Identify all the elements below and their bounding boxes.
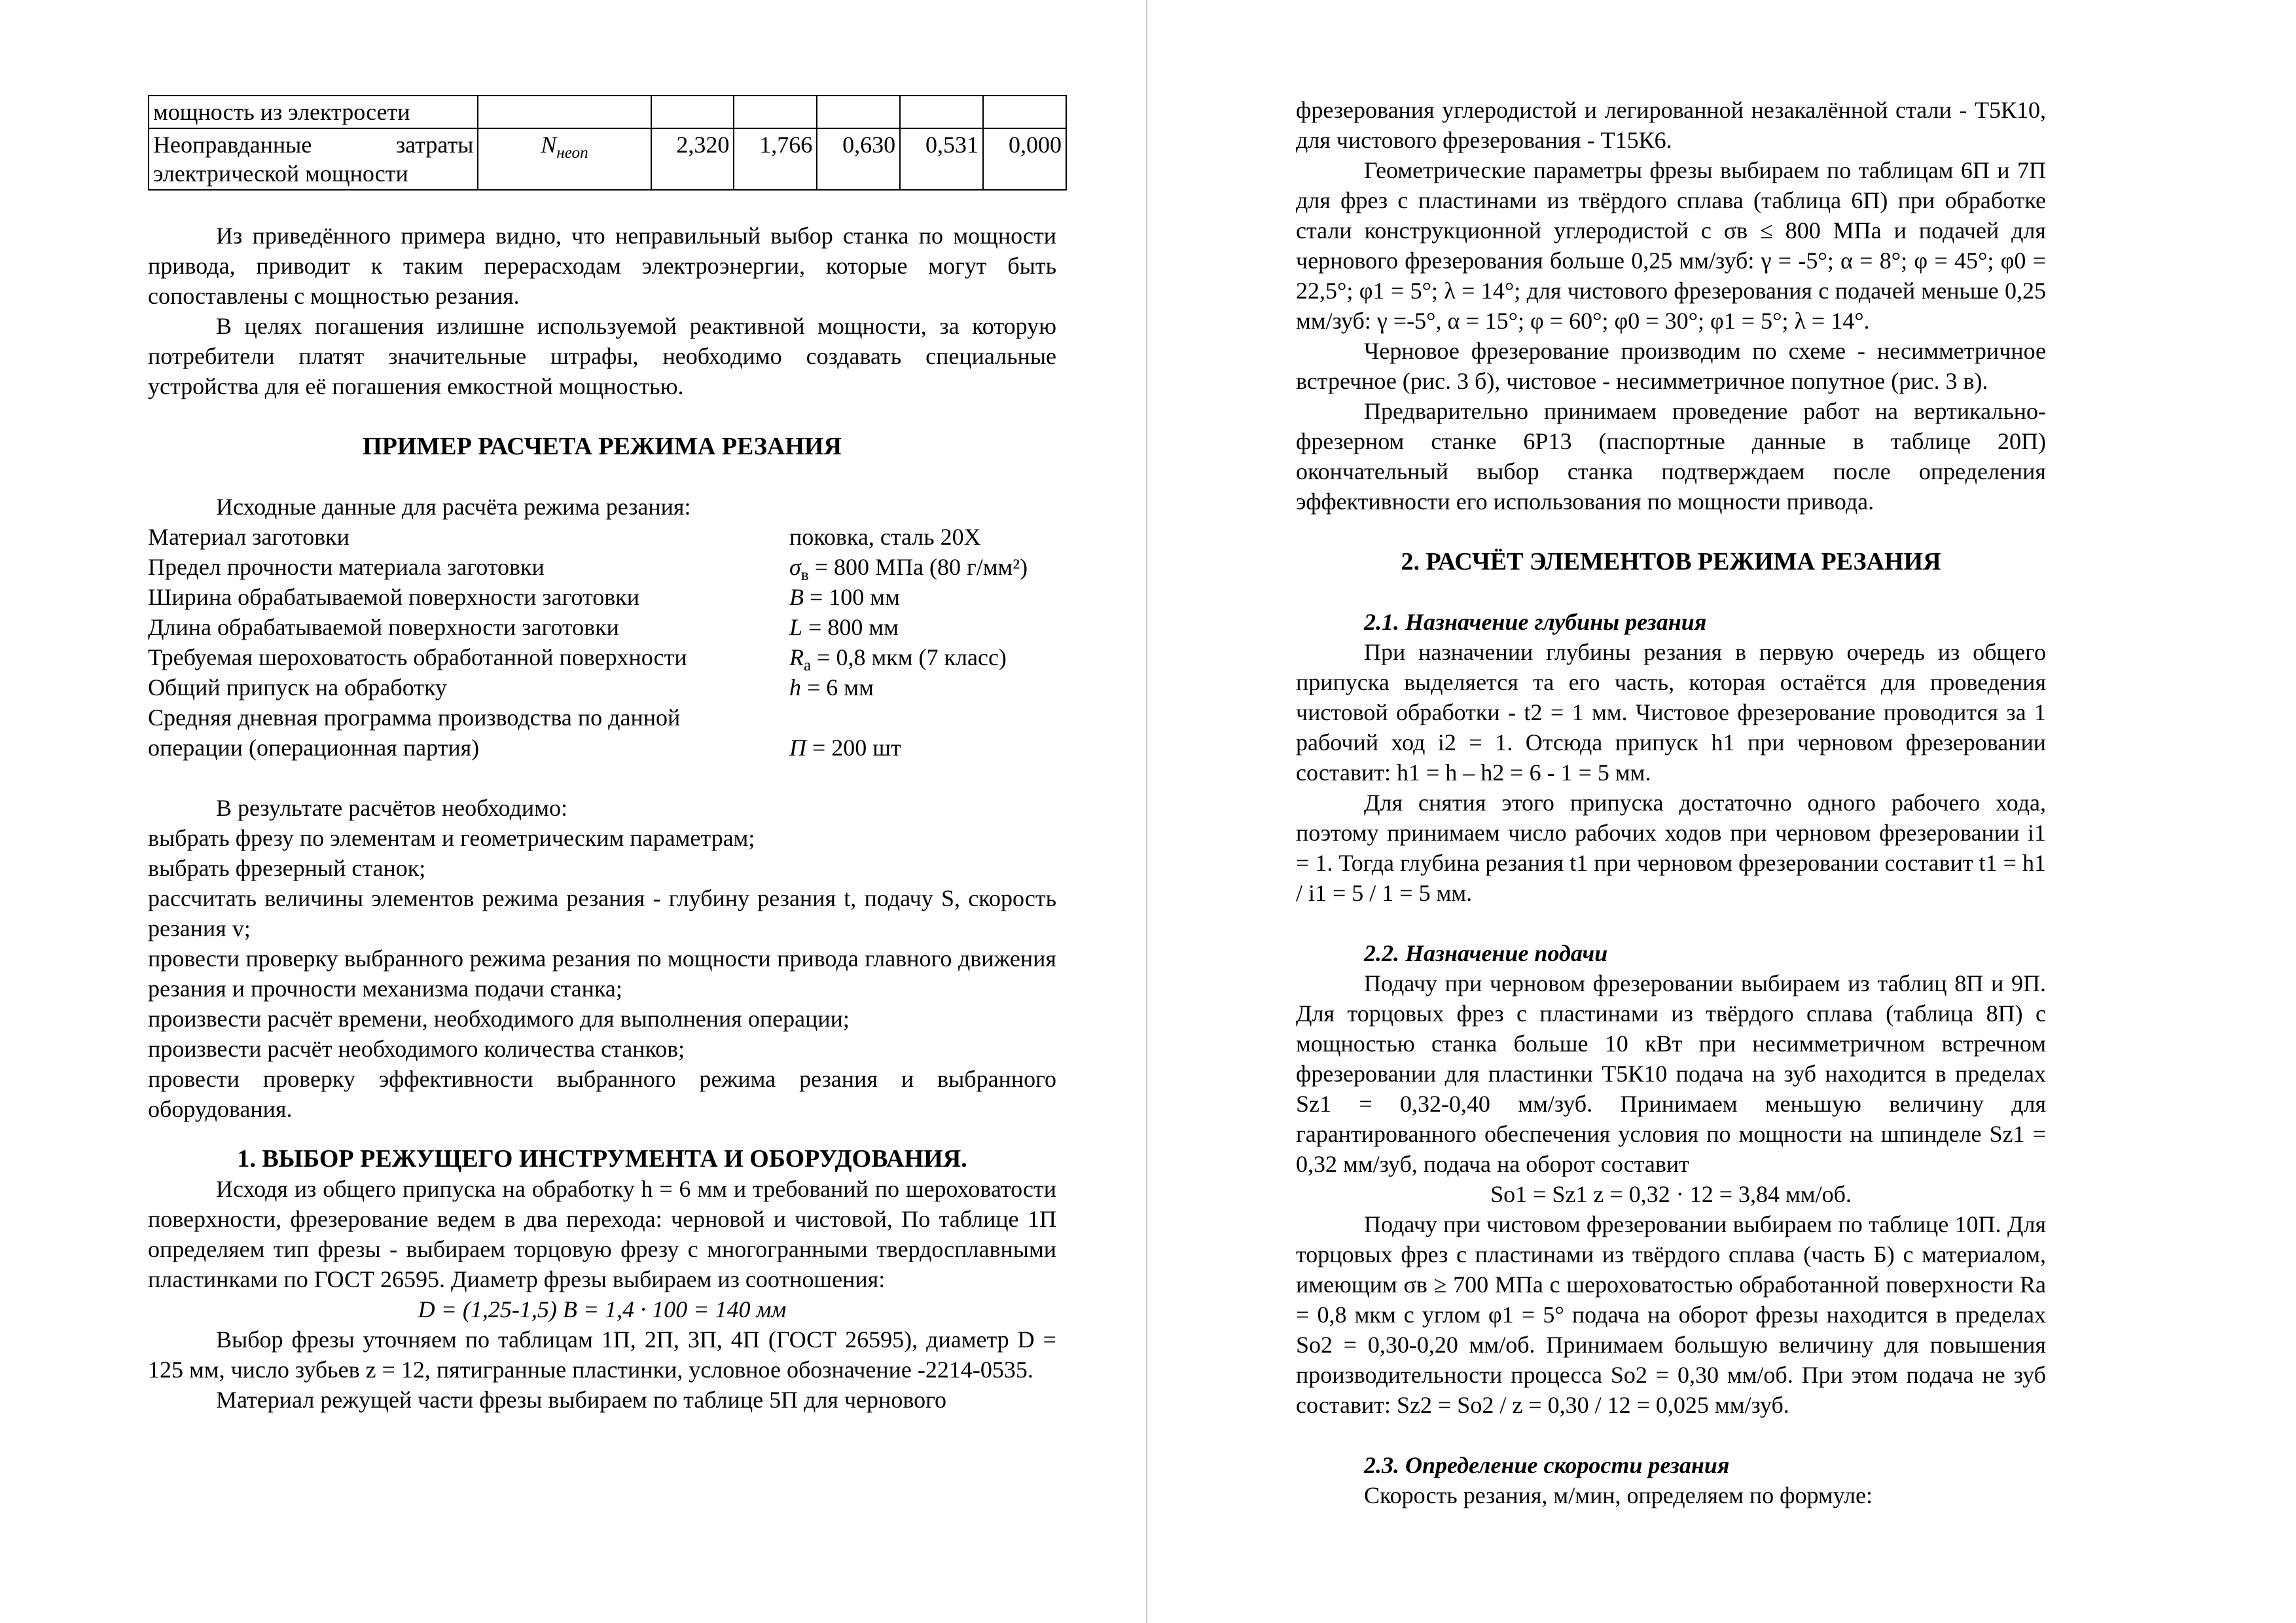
list-item: Требуемая шероховатость обработанной поверхности $R_a = 0,8$ мкм (7 класс) bbox=[148, 644, 1007, 675]
list-item: рассчитать величины элементов режима резания - глубину резания t, подачу S, скорость резания v; bbox=[148, 885, 1056, 941]
section-heading: 1. ВЫБОР РЕЖУЩЕГО ИНСТРУМЕНТА И ОБОРУДОВАНИЯ. bbox=[237, 1145, 967, 1173]
paragraph: Подачу при чистовом фрезеровании выбираем по таблице 10П. Для торцовых фрез с пластинами из твёрдого сплава (часть Б) с материалом, имеющим σв ≥ 700 МПа с шероховатостью обработанной поверхности Ra = 0,8 мкм с углом φ1 = 5° подача на оборот фрезы находится в пределах So2 = 0,30-0,20 мм/об. Принимаем большую величину для повышения производительности процесса So2 = 0,30 мм/об. При этом подача не зуб составит: Sz2 = So2 / z = 0,30 / 12 = 0,025 мм/зуб. bbox=[1296, 1211, 2046, 1418]
section-heading: ПРИМЕР РАСЧЕТА РЕЖИМА РЕЗАНИЯ bbox=[363, 433, 842, 460]
left-page bbox=[0, 0, 1147, 1623]
paragraph: Предварительно принимаем проведение работ на вертикально-фрезерном станке 6Р13 (паспортные данные в таблице 20П) окончательный выбор станка подтверждаем после определения эффективности его использования по мощности привода. bbox=[1296, 398, 2046, 515]
subsection-heading: 2.3. Определение скорости резания bbox=[1364, 1452, 1730, 1478]
list-item: Предел прочности материала заготовки $\sigma_в = 800$ МПа (80 г/мм²) bbox=[148, 554, 1028, 585]
table-cell bbox=[983, 96, 1066, 128]
paragraph: Исходные данные для расчёта режима резания: bbox=[216, 494, 691, 520]
formula: D = (1,25-1,5) B = 1,4 · 100 = 140 мм bbox=[418, 1296, 787, 1322]
table-cell bbox=[900, 96, 983, 128]
table-cell-label: Неоправданные затраты электрической мощности bbox=[149, 128, 478, 190]
table-row bbox=[149, 96, 1066, 128]
list-item: выбрать фрезу по элементам и геометрическим параметрам; bbox=[148, 825, 755, 851]
table-cell-label: мощность из электросети bbox=[149, 96, 478, 128]
paragraph: При назначении глубины резания в первую очередь из общего припуска выделяется та его часть, которая остаётся для проведения чистовой обработки - t2 = 1 мм. Чистовое фрезерование проводится за 1 рабочий ход i2 = 1. Отсюда припуск h1 при черновом фрезеровании составит: h1 = h – h2 = 6 - 1 = 5 мм. bbox=[1296, 639, 2046, 786]
table-cell bbox=[734, 96, 817, 128]
list-item: Ширина обрабатываемой поверхности заготовки B = 100 мм bbox=[148, 584, 900, 610]
list-item: провести проверку выбранного режима резания по мощности привода главного движения резания и прочности механизма подачи станка; bbox=[148, 945, 1056, 1002]
table-cell bbox=[651, 96, 734, 128]
paragraph: В результате расчётов необходимо: bbox=[216, 795, 567, 821]
paragraph: Выбор фрезы уточняем по таблицам 1П, 2П, 3П, 4П (ГОСТ 26595), диаметр D = 125 мм, число зубьев z = 12, пятигранные пластинки, условное обозначение -2214-0535. bbox=[148, 1326, 1056, 1383]
table-cell: 1,766 bbox=[734, 128, 817, 190]
paragraph: Из приведённого примера видно, что неправильный выбор станка по мощности привода, приводит к таким перерасходам электроэнергии, которые могут быть сопоставлены с мощностью резания. bbox=[148, 223, 1056, 309]
section-heading: 2. РАСЧЁТ ЭЛЕМЕНТОВ РЕЖИМА РЕЗАНИЯ bbox=[1401, 548, 1941, 575]
right-page bbox=[1148, 0, 2295, 1623]
paragraph: Исходя из общего припуска на обработку h = 6 мм и требований по шероховатости поверхности, фрезерование ведем в два перехода: черновой и чистовой, По таблице 1П определяем тип фрезы - выбираем торцовую фрезу с многогранными твердосплавными пластинками по ГОСТ 26595. Диаметр фрезы выбираем из соотношения: bbox=[148, 1176, 1056, 1292]
right-page-content bbox=[1296, 95, 2046, 1510]
subsection-heading: 2.1. Назначение глубины резания bbox=[1364, 609, 1707, 635]
subsection-heading: 2.2. Назначение подачи bbox=[1364, 940, 1608, 966]
list-item: произвести расчёт времени, необходимого для выполнения операции; bbox=[148, 1006, 850, 1032]
paragraph: Скорость резания, м/мин, определяем по формуле: bbox=[1364, 1482, 1873, 1508]
paragraph: В целях погашения излишне используемой реактивной мощности, за которую потребители платят значительные штрафы, необходимо создавать специальные устройства для её погашения емкостной мощностью. bbox=[148, 313, 1056, 399]
table-cell-symbol: $N_{неоп}$ bbox=[478, 128, 651, 190]
table-cell: 2,320 bbox=[651, 128, 734, 190]
list-item: Общий припуск на обработку h = 6 мм bbox=[148, 674, 874, 701]
list-item: выбрать фрезерный станок; bbox=[148, 855, 426, 881]
formula: So1 = Sz1 z = 0,32 · 12 = 3,84 мм/об. bbox=[1490, 1181, 1852, 1207]
list-item: произвести расчёт необходимого количества станков; bbox=[148, 1036, 685, 1062]
paragraph: Для снятия этого припуска достаточно одного рабочего хода, поэтому принимаем число рабочих ходов при черновом фрезеровании i1 = 1. Тогда глубина резания t1 при черновом фрезеровании составит t1 = h1 / i1 = 5 / 1 = 5 мм. bbox=[1296, 790, 2046, 906]
list-item: операции (операционная партия) П = 200 шт bbox=[148, 735, 901, 761]
table-row bbox=[149, 128, 1066, 190]
table-cell: 0,000 bbox=[983, 128, 1066, 190]
list-item: провести проверку эффективности выбранного режима резания и выбранного оборудования. bbox=[148, 1066, 1056, 1122]
left-page-content bbox=[148, 95, 1062, 1415]
paragraph: Подачу при черновом фрезеровании выбираем из таблиц 8П и 9П. Для торцовых фрез с пластинами из твёрдого сплава (таблица 8П) с мощностью станка больше 10 кВт при несимметричном встречном фрезеровании для пластинки Т5К10 подача на зуб находится в пределах Sz1 = 0,32-0,40 мм/зуб. Принимаем меньшую величину для гарантированного обеспечения условия по мощности на шпинделе Sz1 = 0,32 мм/зуб, подача на оборот составит bbox=[1296, 970, 2046, 1177]
initial-data-list bbox=[148, 522, 1056, 763]
table-cell bbox=[478, 96, 651, 128]
paragraph: Геометрические параметры фрезы выбираем по таблицам 6П и 7П для фрез с пластинами из твёрдого сплава (таблица 6П) при обработке стали конструкционной углеродистой с σв ≤ 800 МПа и подачей для чернового фрезерования больше 0,25 мм/зуб: γ = -5°; α = 8°; φ = 45°; φ0 = 22,5°; φ1 = 5°; λ = 14°; для чистового фрезерования с подачей меньше 0,25 мм/зуб: γ =-5°, α = 15°; φ = 60°; φ0 = 30°; φ1 = 5°; λ = 14°. bbox=[1296, 157, 2046, 334]
power-table bbox=[148, 95, 1067, 191]
paragraph: Материал режущей части фрезы выбираем по таблице 5П для чернового bbox=[216, 1387, 946, 1413]
list-item: Материал заготовки поковка, сталь 20Х bbox=[148, 524, 981, 550]
table-cell: 0,531 bbox=[900, 128, 983, 190]
table-cell: 0,630 bbox=[817, 128, 900, 190]
list-item: Средняя дневная программа производства по данной bbox=[148, 704, 681, 731]
list-item: Длина обрабатываемой поверхности заготовки L = 800 мм bbox=[148, 614, 899, 640]
paragraph: фрезерования углеродистой и легированной незакалённой стали - Т5К10, для чистового фрезерования - Т15К6. bbox=[1296, 97, 2046, 153]
table-cell bbox=[817, 96, 900, 128]
task-list bbox=[148, 823, 1056, 1124]
paragraph: Черновое фрезерование производим по схеме - несимметричное встречное (рис. 3 б), чистовое - несимметричное попутное (рис. 3 в). bbox=[1296, 338, 2046, 394]
